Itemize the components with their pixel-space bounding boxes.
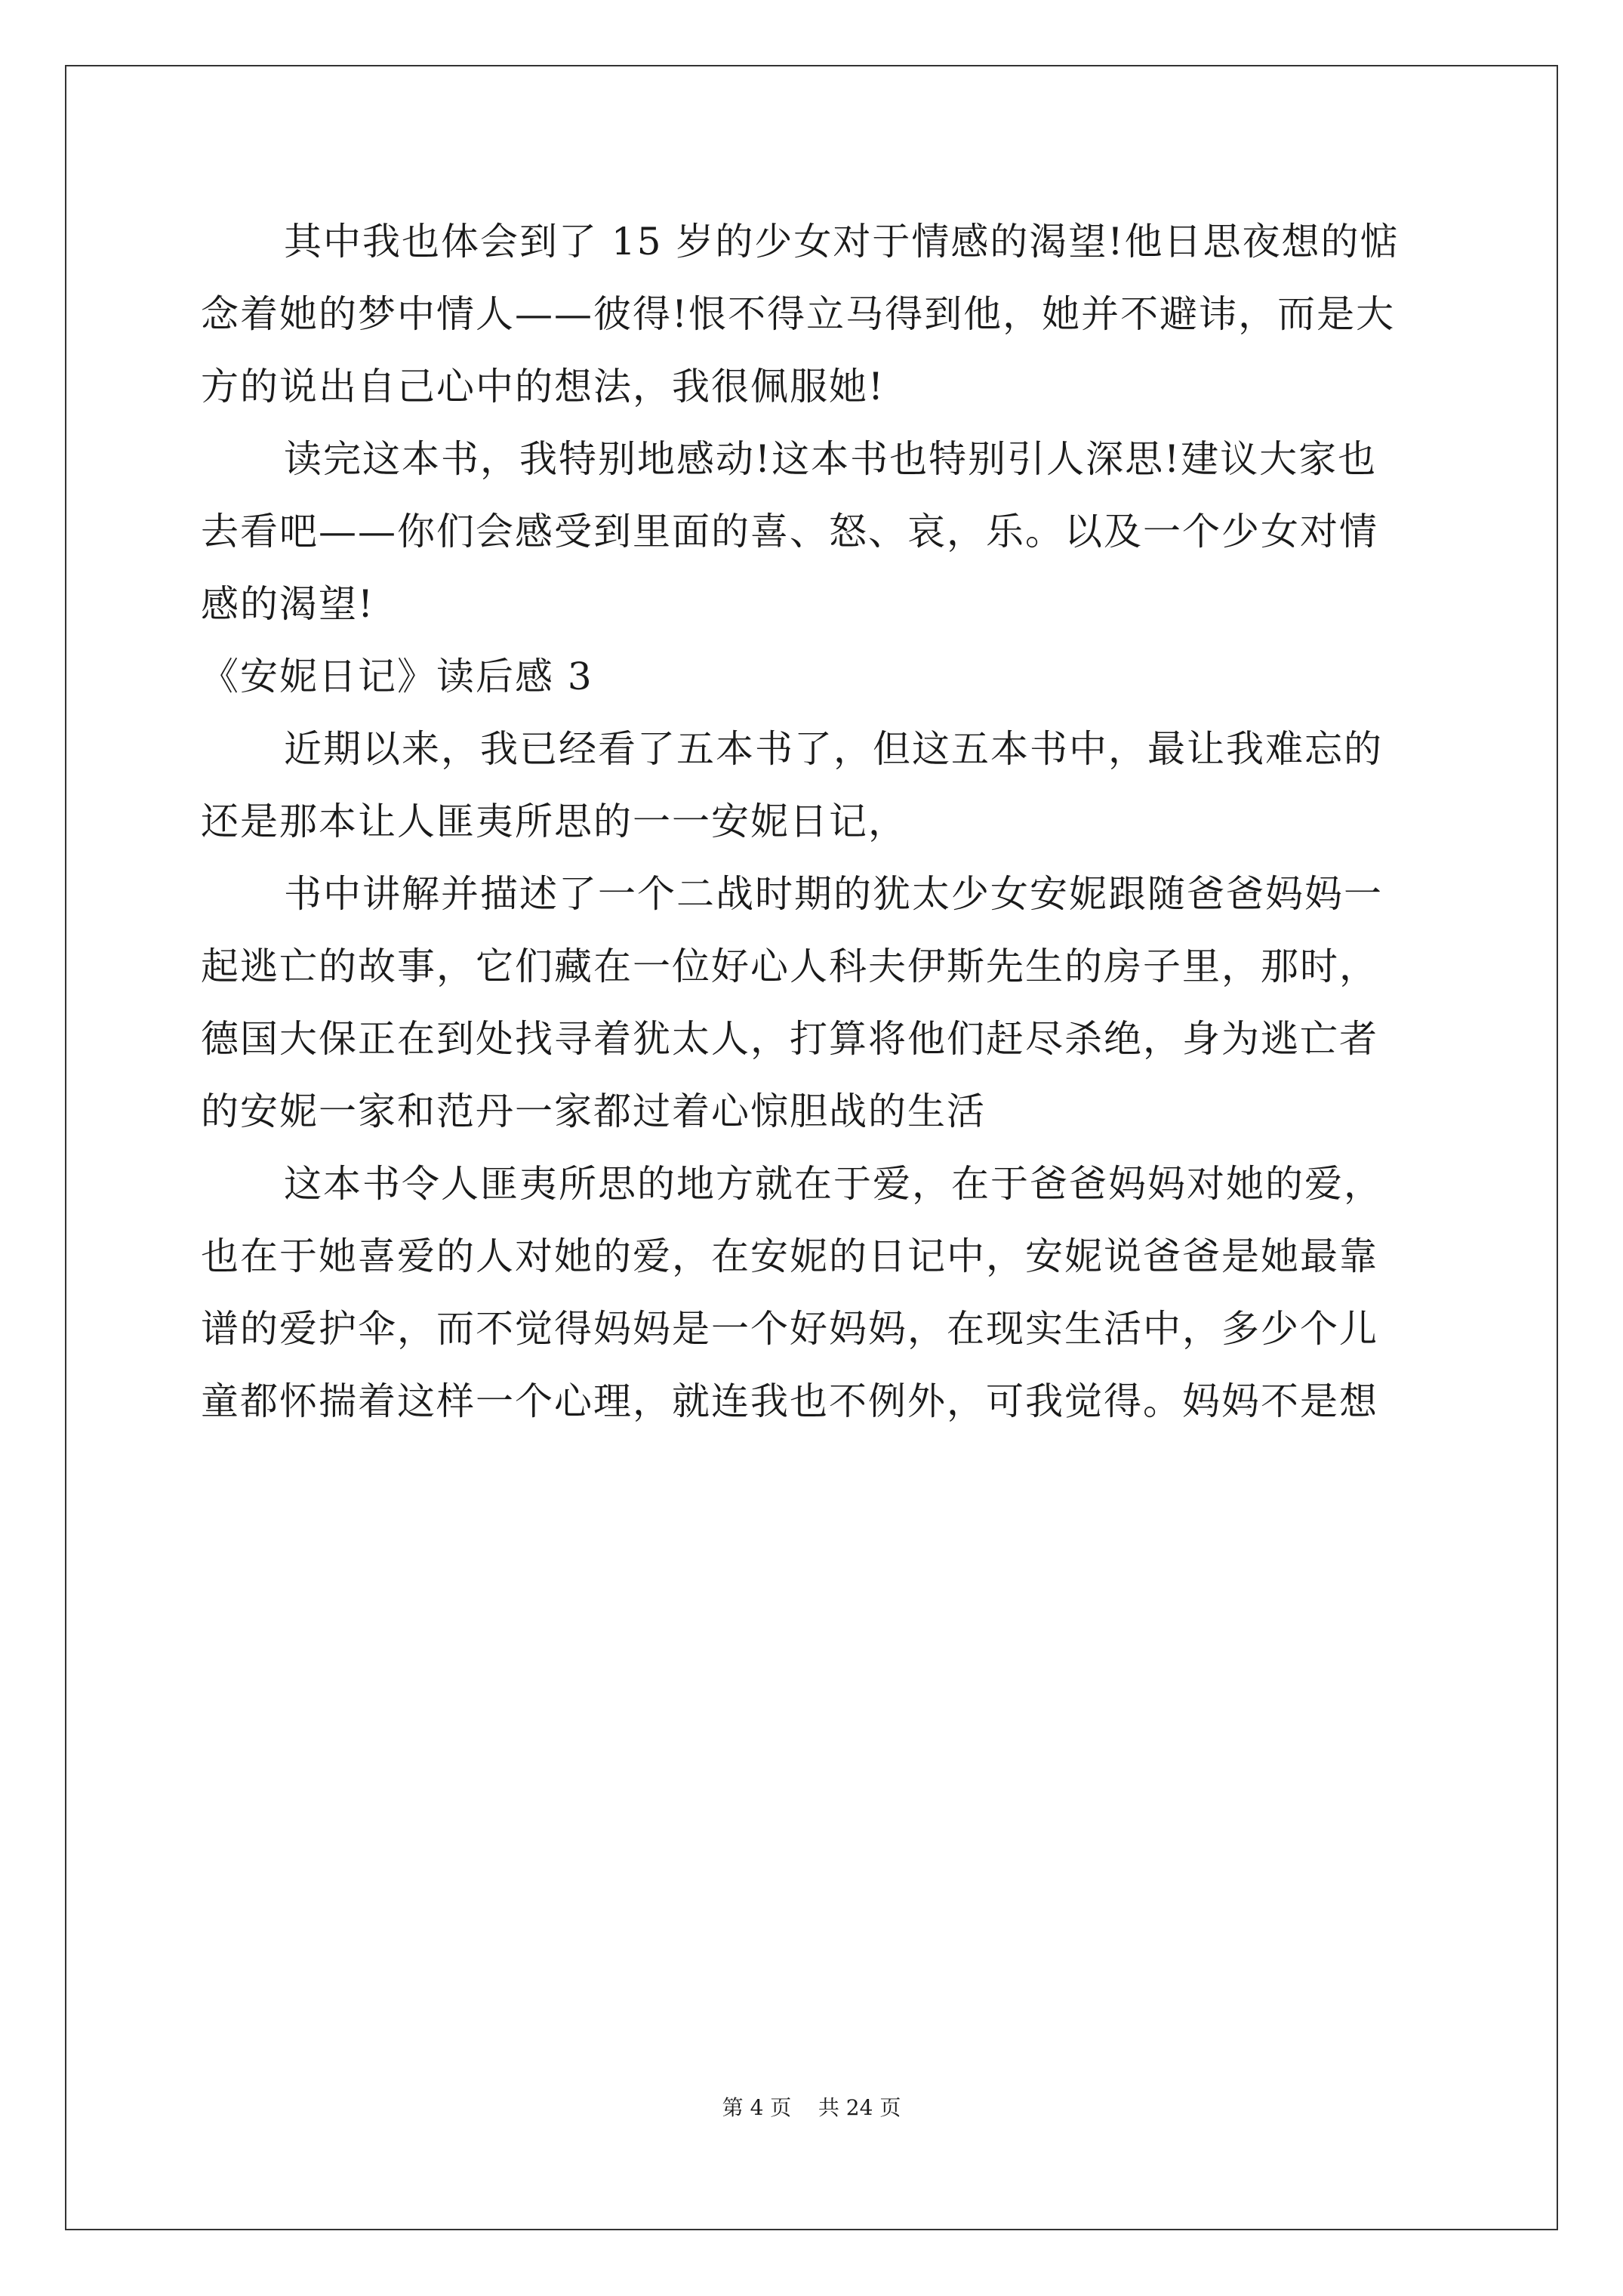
paragraph-line: 去看吧——你们会感受到里面的喜、怒、哀，乐。以及一个少女对情 xyxy=(201,510,1378,553)
paragraph-line: 也在于她喜爱的人对她的爱，在安妮的日记中，安妮说爸爸是她最靠 xyxy=(201,1234,1378,1278)
paragraph-line: 还是那本让人匪夷所思的一一安妮日记， xyxy=(201,800,907,843)
paragraph-line: 童都怀揣着这样一个心理，就连我也不例外，可我觉得。妈妈不是想 xyxy=(201,1379,1378,1423)
paragraph-line: 这本书令人匪夷所思的地方就在于爱，在于爸爸妈妈对她的爱， xyxy=(284,1162,1383,1206)
paragraph-line: 感的渴望! xyxy=(201,582,375,626)
section-heading: 《安妮日记》读后感 3 xyxy=(201,655,593,698)
paragraph-line: 谱的爱护伞，而不觉得妈妈是一个好妈妈，在现实生活中，多少个儿 xyxy=(201,1307,1378,1351)
paragraph-line: 其中我也体会到了 15 岁的少女对于情感的渴望!他日思夜想的惦 xyxy=(284,220,1400,264)
paragraph-line: 方的说出自己心中的想法，我很佩服她! xyxy=(201,365,885,408)
page-number-footer: 第 4 页 共 24 页 xyxy=(722,2095,901,2120)
paragraph-line: 起逃亡的故事，它们藏在一位好心人科夫伊斯先生的房子里，那时， xyxy=(201,945,1378,988)
paragraph-line: 的安妮一家和范丹一家都过着心惊胆战的生活 xyxy=(201,1089,986,1133)
paragraph-line: 读完这本书，我特别地感动!这本书也特别引人深思!建议大家也 xyxy=(284,437,1378,481)
paragraph-line: 书中讲解并描述了一个二战时期的犹太少女安妮跟随爸爸妈妈一 xyxy=(284,872,1383,916)
paragraph-line: 德国大保正在到处找寻着犹太人，打算将他们赶尽杀绝，身为逃亡者 xyxy=(201,1017,1378,1061)
paragraph-line: 念着她的梦中情人——彼得!恨不得立马得到他，她并不避讳，而是大 xyxy=(201,292,1396,336)
paragraph-line: 近期以来，我已经看了五本书了，但这五本书中，最让我难忘的 xyxy=(284,727,1383,771)
